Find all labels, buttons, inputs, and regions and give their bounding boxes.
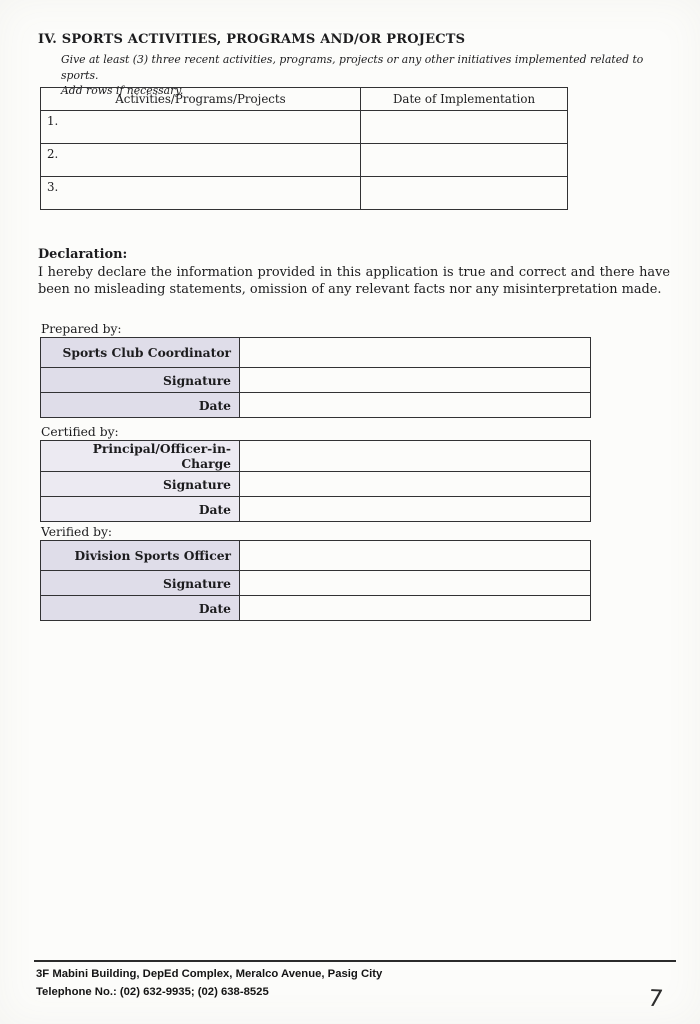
role-value-cell bbox=[240, 441, 591, 472]
declaration-body: I hereby declare the information provided in this application is true and correct and there have been no misleading statements, omission of any relevant facts nor any misinterpretation made. bbox=[38, 265, 670, 298]
date-label-cell: Date bbox=[41, 596, 240, 621]
prepared-by-caption: Prepared by: bbox=[41, 322, 122, 336]
table-row bbox=[41, 368, 591, 393]
date-cell bbox=[361, 177, 568, 210]
date-value-cell bbox=[240, 497, 591, 522]
verified-by-block bbox=[40, 525, 570, 621]
activities-header-row bbox=[41, 88, 568, 111]
role-value-cell bbox=[240, 541, 591, 571]
signature-label-cell: Signature bbox=[41, 571, 240, 596]
section-heading: IV. SPORTS ACTIVITIES, PROGRAMS AND/OR PROJECTS bbox=[38, 32, 466, 47]
handwritten-page-number: 7 bbox=[645, 985, 665, 1013]
table-row bbox=[41, 541, 591, 571]
role-label-cell: Division Sports Officer bbox=[41, 541, 240, 571]
footer-divider bbox=[34, 960, 676, 962]
declaration-heading: Declaration: bbox=[38, 247, 128, 262]
date-column-header: Date of Implementation bbox=[361, 88, 568, 111]
table-row bbox=[41, 596, 591, 621]
date-cell bbox=[361, 111, 568, 144]
certified-by-table bbox=[40, 440, 591, 522]
table-row bbox=[41, 338, 591, 368]
activities-column-header: Activities/Programs/Projects bbox=[41, 88, 361, 111]
date-value-cell bbox=[240, 393, 591, 418]
signature-value-cell bbox=[240, 571, 591, 596]
date-cell bbox=[361, 144, 568, 177]
instruction-line-1: Give at least (3) three recent activities, programs, projects or any other initiatives implemented related to sports. bbox=[61, 53, 644, 82]
date-value-cell bbox=[240, 596, 591, 621]
activities-table bbox=[40, 87, 568, 210]
activity-number-cell: 2. bbox=[41, 144, 361, 177]
activity-number-cell: 3. bbox=[41, 177, 361, 210]
table-row bbox=[41, 111, 568, 144]
instruction-line-2: Add rows if necessary. bbox=[61, 84, 184, 98]
verified-by-caption: Verified by: bbox=[41, 525, 113, 539]
signature-label-cell: Signature bbox=[41, 472, 240, 497]
activity-number-cell: 1. bbox=[41, 111, 361, 144]
verified-by-table bbox=[40, 540, 591, 621]
date-label-cell: Date bbox=[41, 393, 240, 418]
signature-label-cell: Signature bbox=[41, 368, 240, 393]
date-label-cell: Date bbox=[41, 497, 240, 522]
footer bbox=[36, 966, 382, 1001]
signature-value-cell bbox=[240, 472, 591, 497]
footer-address: 3F Mabini Building, DepEd Complex, Meralco Avenue, Pasig City bbox=[36, 968, 383, 980]
table-row bbox=[41, 472, 591, 497]
prepared-by-block bbox=[40, 322, 570, 418]
role-value-cell bbox=[240, 338, 591, 368]
table-row bbox=[41, 393, 591, 418]
role-label-cell: Sports Club Coordinator bbox=[41, 338, 240, 368]
certified-by-caption: Certified by: bbox=[41, 425, 119, 439]
footer-telephone: Telephone No.: (02) 632-9935; (02) 638-8525 bbox=[36, 985, 269, 998]
prepared-by-table bbox=[40, 337, 591, 418]
table-row bbox=[41, 571, 591, 596]
role-label-cell: Principal/Officer-in-Charge bbox=[41, 441, 240, 472]
table-row bbox=[41, 497, 591, 522]
table-row bbox=[41, 144, 568, 177]
table-row bbox=[41, 441, 591, 472]
table-row bbox=[41, 177, 568, 210]
signature-value-cell bbox=[240, 368, 591, 393]
certified-by-block bbox=[40, 425, 570, 522]
